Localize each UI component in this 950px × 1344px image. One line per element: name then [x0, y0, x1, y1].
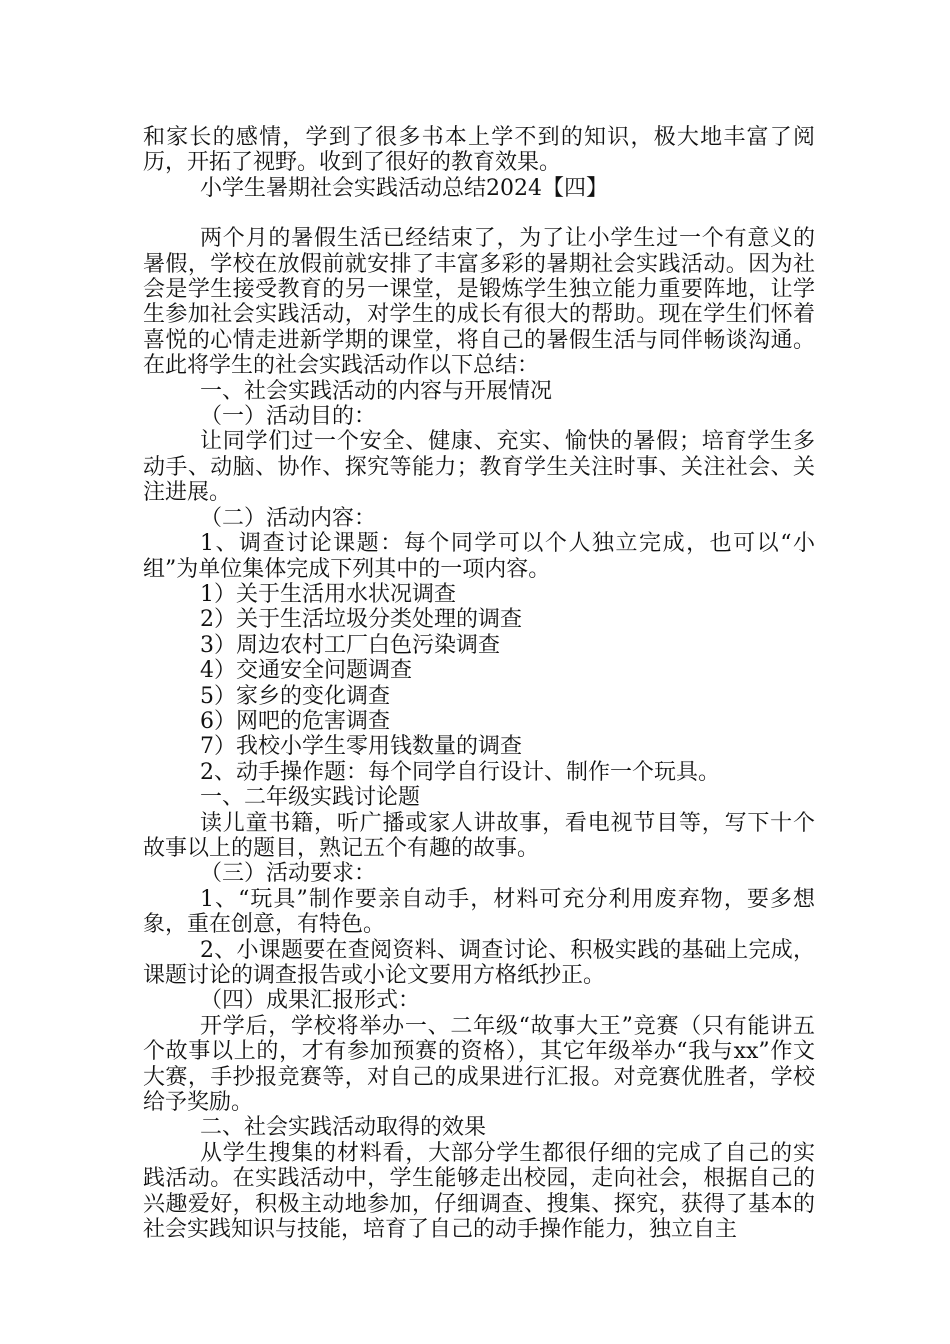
list-item: 6）网吧的危害调查	[200, 708, 390, 734]
paragraph-reading: 读儿童书籍，听广播或家人讲故事，看电视节目等，写下十个故事以上的题目，熟记五个有趣的故事。	[143, 810, 815, 861]
paragraph-results: 从学生搜集的材料看，大部分学生都很仔细的完成了自己的实践活动。在实践活动中，学生能够走出校园，走向社会，根据自己的兴趣爱好，积极主动地参加，仔细调查、搜集、探究，获得了基本的社会实践知识与技能，培育了自己的动手操作能力，独立自主	[143, 1140, 815, 1243]
list-item: 4）交通安全问题调查	[200, 658, 412, 684]
paragraph-topic-requirement: 2、小课题要在查阅资料、调查讨论、积极实践的基础上完成，课题讨论的调查报告或小论文要用方格纸抄正。	[143, 937, 815, 988]
subheading-activity-requirements: （三）活动要求：	[200, 861, 377, 887]
paragraph-continuation: 和家长的感情，学到了很多书本上学不到的知识，极大地丰富了阅历，开拓了视野。收到了很好的教育效果。	[143, 125, 815, 176]
heading-results: 二、社会实践活动取得的效果	[200, 1115, 487, 1141]
list-item: 7）我校小学生零用钱数量的调查	[200, 734, 522, 760]
list-item: 3）周边农村工厂白色污染调查	[200, 632, 500, 658]
blank-line	[143, 201, 815, 226]
document-body	[143, 125, 815, 1242]
paragraph-handcraft: 2、动手操作题：每个同学自行设计、制作一个玩具。	[200, 759, 720, 785]
subheading-activity-purpose: （一）活动目的：	[200, 404, 377, 430]
paragraph-intro: 两个月的暑假生活已经结束了，为了让小学生过一个有意义的暑假，学校在放假前就安排了丰富多彩的暑期社会实践活动。因为社会是学生接受教育的另一课堂，是锻炼学生独立能力重要阵地，让学生参加社会实践活动，对学生的成长有很大的帮助。现在学生们怀着喜悦的心情走进新学期的课堂，将自己的暑假生活与同伴畅谈沟通。在此将学生的社会实践活动作以下总结：	[143, 226, 815, 379]
subheading-report-format: （四）成果汇报形式：	[200, 988, 421, 1014]
paragraph-research-topics: 1、调查讨论课题：每个同学可以个人独立完成，也可以“小组”为单位集体完成下列其中的一项内容。	[143, 531, 815, 582]
list-item: 1）关于生活用水状况调查	[200, 581, 456, 607]
list-item: 2）关于生活垃圾分类处理的调查	[200, 607, 522, 633]
paragraph-report: 开学后，学校将举办一、二年级“故事大王”竞赛（只有能讲五个故事以上的，才有参加预赛的资格），其它年级举办“我与xx”作文大赛，手抄报竞赛等，对自己的成果进行汇报。对竞赛优胜者，学校给予奖励。	[143, 1013, 815, 1116]
list-item: 5）家乡的变化调查	[200, 683, 390, 709]
paragraph-purpose: 让同学们过一个安全、健康、充实、愉快的暑假；培育学生多动手、动脑、协作、探究等能力；教育学生关注时事、关注社会、关注进展。	[143, 429, 815, 506]
paragraph-toy-requirement: 1、“玩具”制作要亲自动手，材料可充分利用废弃物，要多想象，重在创意，有特色。	[143, 886, 815, 938]
heading-content-and-development: 一、社会实践活动的内容与开展情况	[200, 378, 553, 404]
subheading-activity-content: （二）活动内容：	[200, 505, 377, 531]
heading-grade-topic: 一、二年级实践讨论题	[200, 785, 421, 811]
section-title: 小学生暑期社会实践活动总结2024【四】	[200, 175, 608, 201]
